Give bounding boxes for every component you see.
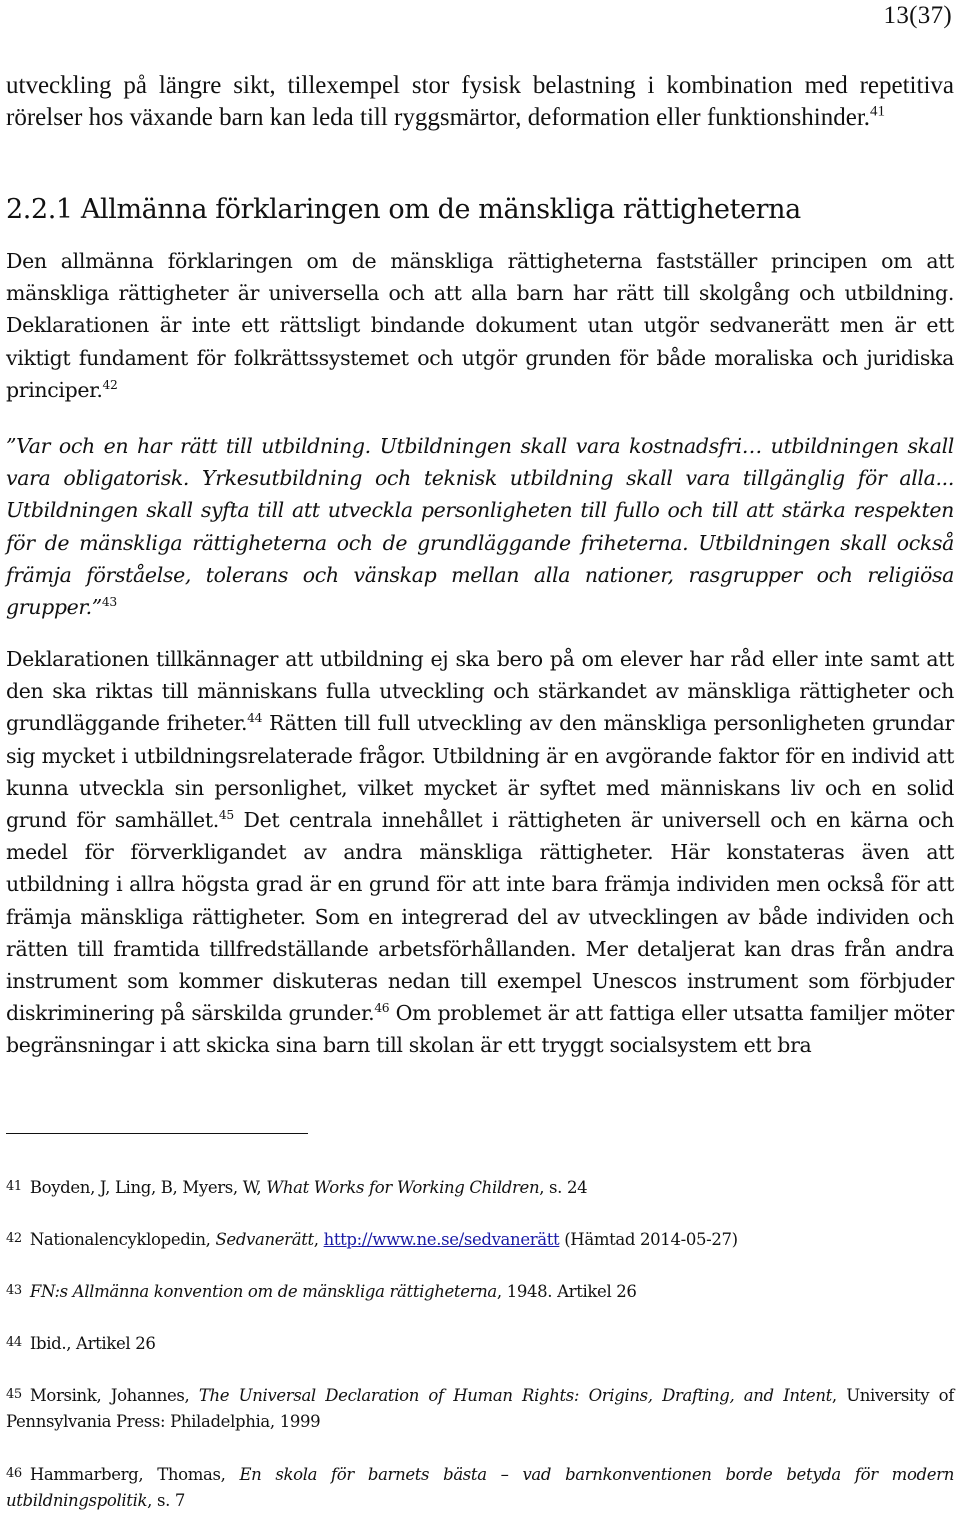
footnote-text: Boyden, J, Ling, B, Myers, W, — [29, 1178, 267, 1197]
paragraph-analysis-part1: Deklarationen tillkännager att utbildning ej ska bero på om elever har råd eller inte samt att den ska riktas till människans fulla utveckling och stärkandet av mänskliga rättigheter och grundläggande friheter. — [6, 647, 954, 736]
footnote-title: FN:s Allmänna konvention om de mänskliga rättigheterna — [29, 1282, 497, 1301]
footnote-ref-43: 43 — [101, 595, 117, 610]
footnote-number: 42 — [6, 1231, 22, 1246]
footnote-text: , — [313, 1230, 324, 1249]
footnote-number: 41 — [6, 1179, 22, 1194]
footnote-ref-41: 41 — [870, 103, 886, 120]
paragraph-analysis — [6, 643, 954, 1062]
footnote-number: 44 — [6, 1335, 22, 1350]
footnote-text: , s. 24 — [539, 1178, 588, 1197]
footnote-ref-42: 42 — [102, 377, 118, 392]
footnote-text: Ibid., Artikel 26 — [29, 1334, 156, 1353]
footnote-43 — [6, 1278, 954, 1305]
footnote-title: What Works for Working Children — [266, 1178, 540, 1197]
intro-text: utveckling på längre sikt, tillexempel stor fysisk belastning i kombination med repetitiva rörelser hos växande barn kan leda till ryggsmärtor, deformation eller funktionshinder. — [6, 72, 954, 131]
page-number: 13(37) — [883, 2, 952, 29]
footnote-46 — [6, 1461, 954, 1514]
footnote-45 — [6, 1382, 954, 1435]
footnote-divider — [6, 1133, 308, 1134]
paragraph-analysis-part3: Det centrala innehållet i rättigheten är universell och en kärna och medel för förverkligandet av andra mänskliga rättigheter. Här konstateras även att utbildning i allra högsta grad är en grund för att inte bara främja individen men också för att främja mänskliga rättigheter. Som en integrerad del av utvecklingen av både individen och rätten till framtida tillfredställande arbetsförhållanden. Mer detaljerat kan dras från andra instrument som kommer diskuteras nedan till exempel Unescos instrument som förbjuder diskriminering på särskilda grunder. — [6, 808, 954, 1026]
paragraph-analysis-part2: Rätten till full utveckling av den mänskliga personligheten grundar sig mycket i utbildningsrelaterade frågor. Utbildning är en avgörande faktor för en individ att kunna utveckla sin personlighet, vilket mycket är syftet med människans liv och en solid grund för samhället. — [6, 711, 954, 833]
footnote-ref-46: 46 — [374, 1001, 390, 1016]
footnote-number: 43 — [6, 1283, 22, 1298]
paragraph-analysis-part4: Om problemet är att fattiga eller utsatta familjer möter begränsningar i att skicka sina barn till skolan är ett tryggt socialsystem ett bra — [6, 1001, 955, 1058]
footnote-ref-45: 45 — [218, 808, 234, 823]
footnote-text: , University of Pennsylvania Press: Philadelphia, 1999 — [6, 1386, 954, 1431]
footnote-42 — [6, 1226, 954, 1253]
footnote-title: The Universal Declaration of Human Rights: Origins, Drafting, and Intent — [198, 1386, 832, 1405]
paragraph-declaration — [6, 245, 954, 406]
footnote-number: 45 — [6, 1387, 22, 1402]
footnote-link[interactable]: http://www.ne.se/sedvanerätt — [323, 1230, 560, 1249]
footnote-text: Morsink, Johannes, — [29, 1386, 199, 1405]
footnote-text: (Hämtad 2014-05-27) — [559, 1230, 738, 1249]
block-quote — [6, 430, 954, 623]
footnote-41 — [6, 1174, 954, 1201]
footnote-number: 46 — [6, 1466, 22, 1481]
quote-text: ”Var och en har rätt till utbildning. Utbildningen skall vara kostnadsfri… utbildningen skall vara obligatorisk. Yrkesutbildning och teknisk utbildning skall vara tillgänglig för alla... Utbildningen skall syfta till att utveckla personligheten till fullo och till att stärka respekten för de mänskliga rättigheterna och de grundläggande friheterna. Utbildningen skall också främja förståelse, tolerans och vänskap mellan alla nationer, rasgrupper och religiösa grupper.” — [6, 434, 954, 620]
footnote-ref-44: 44 — [247, 711, 263, 726]
footnote-text: , s. 7 — [147, 1491, 186, 1510]
footnote-title: En skola för barnets bästa – vad barnkonventionen borde betyda för modern utbildningspolitik — [6, 1465, 954, 1510]
footnote-44 — [6, 1330, 954, 1357]
footnote-text: Nationalencyklopedin, — [29, 1230, 216, 1249]
footnote-title: Sedvanerätt — [215, 1230, 314, 1249]
footnote-text: , 1948. Artikel 26 — [496, 1282, 637, 1301]
section-heading: 2.2.1 Allmänna förklaringen om de mänskliga rättigheterna — [6, 194, 801, 225]
paragraph-declaration-text: Den allmänna förklaringen om de mänskliga rättigheterna fastställer principen om att mänskliga rättigheter är universella och att alla barn har rätt till skolgång och utbildning. Deklarationen är inte ett rättsligt bindande dokument utan utgör sedvanerätt men är ett viktigt fundament för folkrättssystemet och utgör grunden för både moraliska och juridiska principer. — [6, 249, 954, 402]
intro-paragraph — [6, 70, 954, 134]
footnote-text: Hammarberg, Thomas, — [29, 1465, 240, 1484]
